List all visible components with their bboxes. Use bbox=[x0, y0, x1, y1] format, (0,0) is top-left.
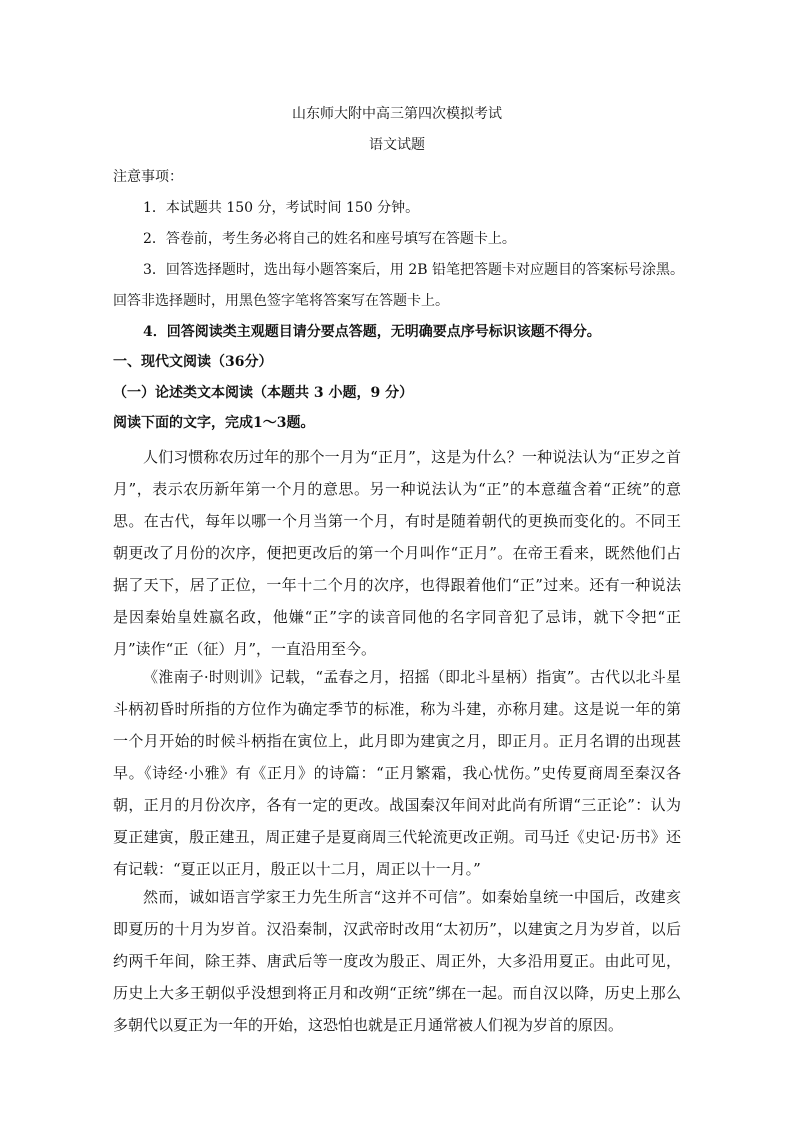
notice-heading: 注意事项： bbox=[113, 169, 183, 185]
reading-instruction: 阅读下面的文字，完成1～3题。 bbox=[113, 415, 315, 431]
exam-title: 山东师大附中高三第四次模拟考试 bbox=[292, 106, 502, 122]
notice-item-3-continued: 回答非选择题时，用黑色签字笔将答案写在答题卡上。 bbox=[113, 293, 449, 309]
body-paragraph-3: 然而，诚如语言学家王力先生所言“这并不可信”。如秦始皇统一中国后，改建亥即夏历的十月为岁首。汉沿秦制，汉武帝时改用“太初历”，以建寅之月为岁首，以后约两千年间，除王莽、唐武后等一度改为殷正、周正外，大多沿用夏正。由此可见，历史上大多王朝似乎没想到将正月和改朔“正统”绑在一起。而自汉以降，历史上那么多朝代以夏正为一年的开始，这恐怕也就是正月通常被人们视为岁首的原因。 bbox=[113, 888, 681, 1034]
notice-item-2: 2．答卷前，考生务必将自己的姓名和座号填写在答题卡上。 bbox=[143, 231, 516, 247]
section-heading: 一、现代文阅读（36分） bbox=[113, 354, 273, 370]
subsection-heading: （一）论述类文本阅读（本题共 3 小题，9 分） bbox=[113, 385, 414, 401]
body-paragraph-1: 人们习惯称农历过年的那个一月为“正月”，这是为什么？一种说法认为“正岁之首月”，表示农历新年第一个月的意思。另一种说法认为“正”的本意蕴含着“正统”的意思。在古代，每年以哪一个月当第一个月，有时是随着朝代的更换而变化的。不同王朝更改了月份的次序，便把更改后的第一个月叫作“正月”。在帝王看来，既然他们占据了天下，居了正位，一年十二个月的次序，也得跟着他们“正”过来。还有一种说法是因秦始皇姓嬴名政，他嫌“正”字的读音同他的名字同音犯了忌讳，就下令把“正月”读作“正（征）月”，一直沿用至今。 bbox=[113, 448, 681, 658]
notice-item-4: 4．回答阅读类主观题目请分要点答题，无明确要点序号标识该题不得分。 bbox=[143, 324, 601, 340]
body-paragraph-2: 《淮南子·时则训》记载，“孟春之月，招摇（即北斗星柄）指寅”。古代以北斗星斗柄初昏时所指的方位作为确定季节的标准，称为斗建，亦称月建。这是说一年的第一个月开始的时候斗柄指在寅位上，此月即为建寅之月，即正月。正月名谓的出现甚早。《诗经·小雅》有《正月》的诗篇：“正月繁霜，我心忧伤。”史传夏商周至秦汉各朝，正月的月份次序，各有一定的更改。战国秦汉年间对此尚有所谓“三正论”：认为夏正建寅，殷正建丑，周正建子是夏商周三代轮流更改正朔。司马迁《史记·历书》还有记载：“夏正以正月，殷正以十二月，周正以十一月。” bbox=[113, 668, 681, 878]
exam-subtitle: 语文试题 bbox=[369, 137, 425, 153]
notice-item-1: 1．本试题共 150 分，考试时间 150 分钟。 bbox=[143, 200, 420, 216]
notice-item-3: 3．回答选择题时，选出每小题答案后，用 2B 铅笔把答题卡对应题目的答案标号涂黑。 bbox=[143, 262, 685, 278]
